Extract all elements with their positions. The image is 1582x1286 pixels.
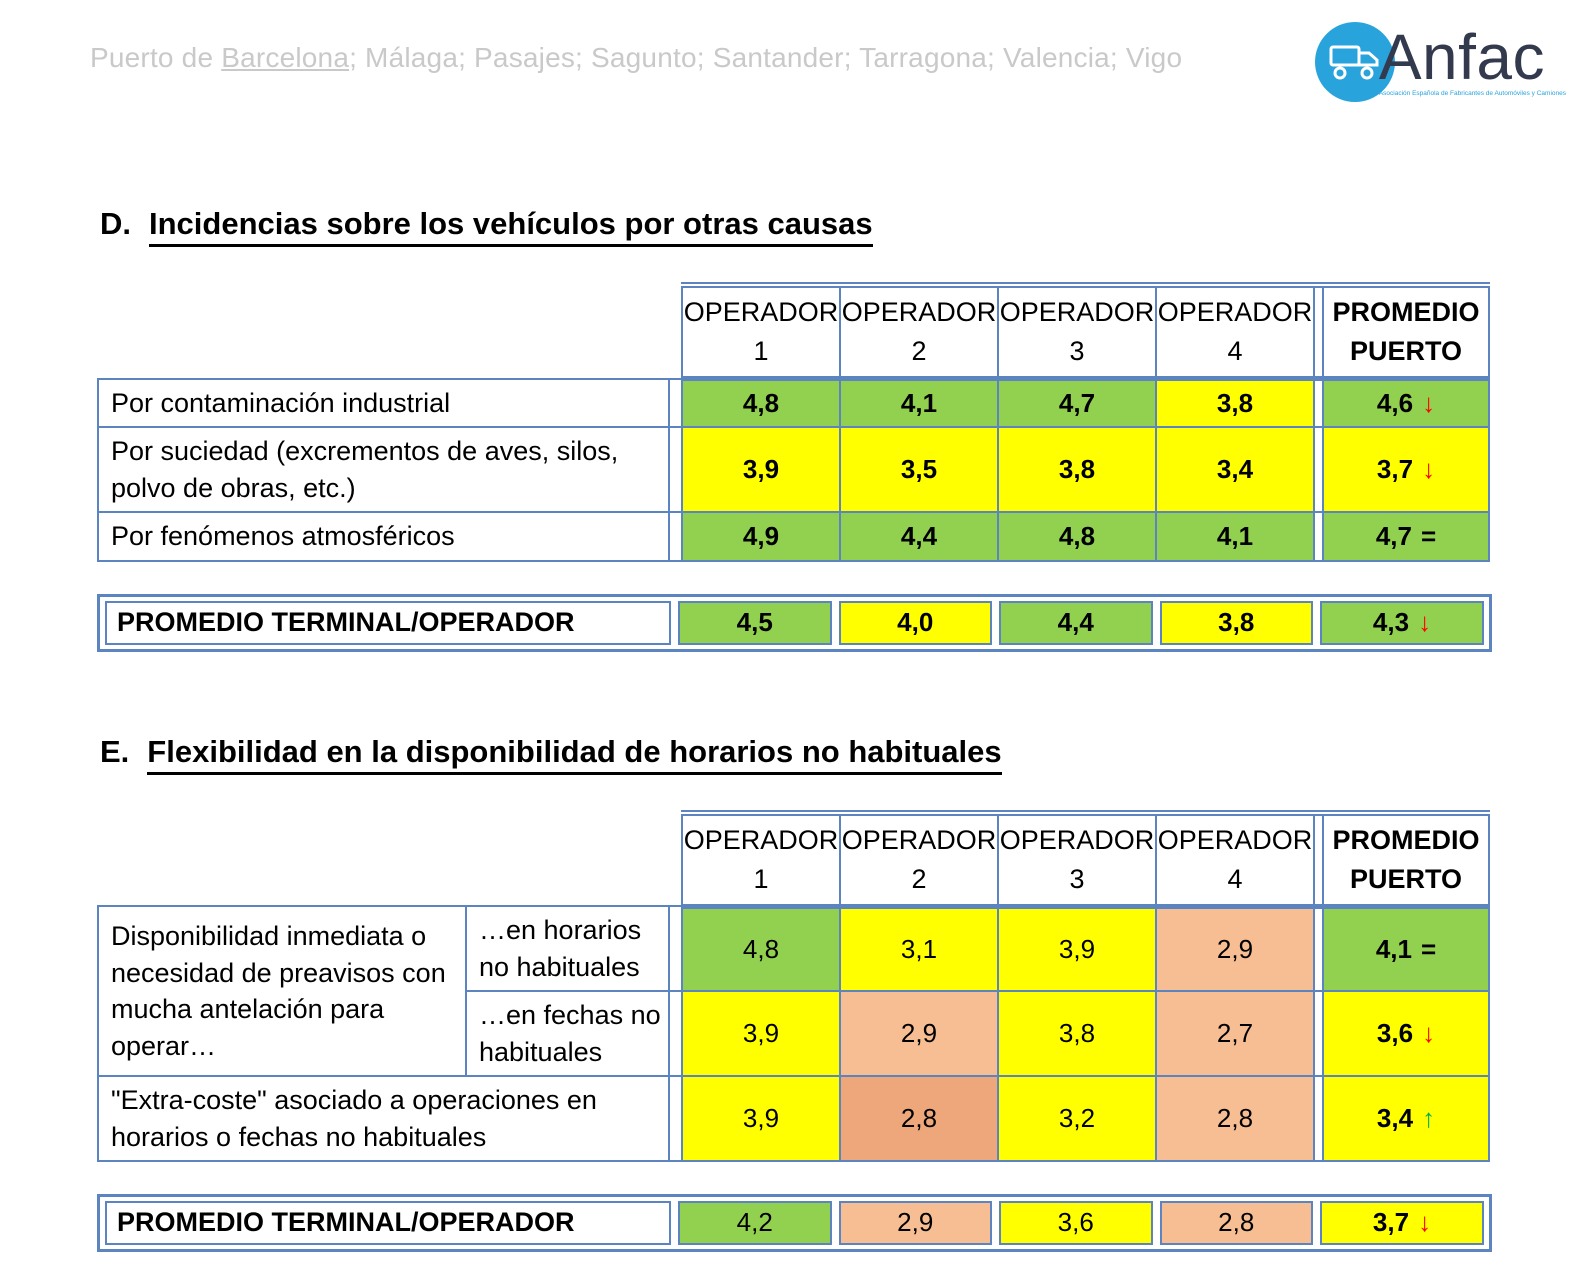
- summary-rating-cell: 4,4: [999, 601, 1153, 645]
- summary-rating-cell: 4,5: [678, 601, 832, 645]
- row-label: "Extra-coste" asociado a operaciones en horarios o fechas no habituales: [98, 1076, 669, 1161]
- header-spacer: [1314, 813, 1323, 907]
- avg-cell: [1323, 512, 1489, 560]
- rating-cell: 4,8: [682, 906, 840, 991]
- row-label: …en fechas no habituales: [466, 991, 669, 1076]
- row-label: Por contaminación industrial: [98, 379, 669, 427]
- ratings-table: [97, 282, 1490, 562]
- header-row: [98, 285, 1489, 379]
- rating-cell: 2,8: [1156, 1076, 1314, 1161]
- table-row: [98, 1076, 1489, 1161]
- avg-value: 4,1: [1375, 934, 1412, 964]
- summary-rating-cell: 2,8: [1160, 1201, 1314, 1245]
- summary-rating-cell: 3,6: [999, 1201, 1153, 1245]
- rating-cell: 2,7: [1156, 991, 1314, 1076]
- spacer-cell: [1314, 427, 1323, 512]
- summary-rating-cell: 3,8: [1160, 601, 1314, 645]
- rating-cell: 3,1: [840, 906, 998, 991]
- avg-cell: [1323, 906, 1489, 991]
- spacer-cell: [1314, 906, 1323, 991]
- avg-value: 3,4: [1376, 1103, 1414, 1133]
- ratings-table: [97, 810, 1490, 1162]
- row-label: …en horarios no habituales: [466, 906, 669, 991]
- rating-cell: 4,9: [682, 512, 840, 560]
- column-header: OPERADOR 1: [682, 285, 840, 379]
- avg-value: 4,6: [1376, 388, 1414, 419]
- summary-avg-cell: [1320, 601, 1484, 645]
- rating-cell: 3,8: [998, 427, 1156, 512]
- rating-cell: 2,8: [840, 1076, 998, 1161]
- column-header: OPERADOR 3: [998, 813, 1156, 907]
- trend-equal-sign: =: [1420, 934, 1437, 964]
- truck-icon-svg: [1329, 43, 1381, 81]
- column-header: PROMEDIO PUERTO: [1323, 285, 1489, 379]
- rating-cell: 2,9: [1156, 906, 1314, 991]
- sections-container: [0, 206, 1582, 1252]
- rating-cell: 2,9: [840, 991, 998, 1076]
- rating-cell: 4,7: [998, 379, 1156, 427]
- summary-label: PROMEDIO TERMINAL/OPERADOR: [105, 601, 671, 645]
- trend-up-arrow: ↑: [1422, 1103, 1436, 1133]
- table-row: [98, 512, 1489, 560]
- logo-text-block: [1378, 20, 1566, 98]
- summary-bar: [97, 1194, 1492, 1252]
- summary-bar: [97, 594, 1492, 652]
- rating-cell: 4,1: [1156, 512, 1314, 560]
- rating-cell: 3,2: [998, 1076, 1156, 1161]
- logo-tagline: Asociación Española de Fabricantes de Automóviles y Camiones: [1378, 90, 1566, 98]
- avg-cell: [1323, 1076, 1489, 1161]
- summary-label: PROMEDIO TERMINAL/OPERADOR: [105, 1201, 671, 1245]
- spacer-cell: [1314, 512, 1323, 560]
- spacer-cell: [1314, 991, 1323, 1076]
- header-blank-cell: [98, 813, 682, 907]
- header-spacer: [1314, 285, 1323, 379]
- port-note-suffix: ; Málaga; Pasajes; Sagunto; Santander; Tarragona; Valencia; Vigo: [349, 42, 1183, 73]
- spacer-cell: [669, 379, 682, 427]
- summary-rating-cell: 4,2: [678, 1201, 832, 1245]
- rating-cell: 3,4: [1156, 427, 1314, 512]
- avg-value: 3,7: [1376, 454, 1414, 485]
- column-header: OPERADOR 2: [840, 813, 998, 907]
- section-title: Incidencias sobre los vehículos por otras causas: [149, 206, 873, 247]
- rating-cell: 3,8: [1156, 379, 1314, 427]
- spacer-cell: [1314, 1076, 1323, 1161]
- rating-cell: 3,5: [840, 427, 998, 512]
- header-row: [98, 813, 1489, 907]
- avg-value: 4,7: [1375, 520, 1412, 551]
- column-header: OPERADOR 2: [840, 285, 998, 379]
- port-note-prefix: Puerto de: [90, 42, 222, 73]
- rating-cell: 3,9: [682, 1076, 840, 1161]
- spacer-cell: [669, 1076, 682, 1161]
- section-heading: [100, 206, 1582, 242]
- rating-cell: 3,9: [682, 427, 840, 512]
- logo-wordmark: Anfac: [1378, 20, 1545, 93]
- row-label: Por suciedad (excrementos de aves, silos, polvo de obras, etc.): [98, 427, 669, 512]
- section-title: Flexibilidad en la disponibilidad de horarios no habituales: [147, 734, 1001, 775]
- trend-down-arrow: ↓: [1418, 1207, 1432, 1238]
- table-row: [98, 427, 1489, 512]
- spacer-cell: [669, 991, 682, 1076]
- table-row: [98, 906, 1489, 991]
- spacer-cell: [1314, 379, 1323, 427]
- rating-cell: 3,9: [682, 991, 840, 1076]
- rating-cell: 3,8: [998, 991, 1156, 1076]
- section-letter: E.: [100, 733, 130, 769]
- avg-value: 3,6: [1376, 1018, 1414, 1049]
- avg-cell: [1323, 379, 1489, 427]
- spacer-cell: [669, 906, 682, 991]
- rating-cell: 3,9: [998, 906, 1156, 991]
- avg-value: 4,3: [1372, 607, 1410, 638]
- header-blank-cell: [98, 285, 682, 379]
- avg-cell: [1323, 427, 1489, 512]
- column-header: PROMEDIO PUERTO: [1323, 813, 1489, 907]
- section-heading: [100, 734, 1582, 770]
- column-header: OPERADOR 4: [1156, 813, 1314, 907]
- trend-down-arrow: ↓: [1422, 454, 1436, 485]
- summary-rating-cell: 4,0: [839, 601, 993, 645]
- port-note-underlined: Barcelona: [221, 42, 350, 73]
- trend-down-arrow: ↓: [1418, 607, 1432, 638]
- table-row: [98, 379, 1489, 427]
- row-label: Por fenómenos atmosféricos: [98, 512, 669, 560]
- row-group-label: Disponibilidad inmediata o necesidad de preavisos con mucha antelación para operar…: [98, 906, 466, 1076]
- column-header: OPERADOR 4: [1156, 285, 1314, 379]
- section-letter: D.: [100, 206, 131, 241]
- trend-down-arrow: ↓: [1422, 1018, 1436, 1049]
- summary-avg-cell: [1320, 1201, 1484, 1245]
- column-header: OPERADOR 3: [998, 285, 1156, 379]
- summary-rating-cell: 2,9: [839, 1201, 993, 1245]
- rating-cell: 4,8: [998, 512, 1156, 560]
- avg-cell: [1323, 991, 1489, 1076]
- rating-cell: 4,1: [840, 379, 998, 427]
- spacer-cell: [669, 512, 682, 560]
- avg-value: 3,7: [1372, 1207, 1410, 1238]
- trend-equal-sign: =: [1420, 520, 1437, 551]
- anfac-logo: [1315, 22, 1566, 102]
- spacer-cell: [669, 427, 682, 512]
- rating-cell: 4,8: [682, 379, 840, 427]
- trend-down-arrow: ↓: [1422, 388, 1436, 419]
- column-header: OPERADOR 1: [682, 813, 840, 907]
- rating-cell: 4,4: [840, 512, 998, 560]
